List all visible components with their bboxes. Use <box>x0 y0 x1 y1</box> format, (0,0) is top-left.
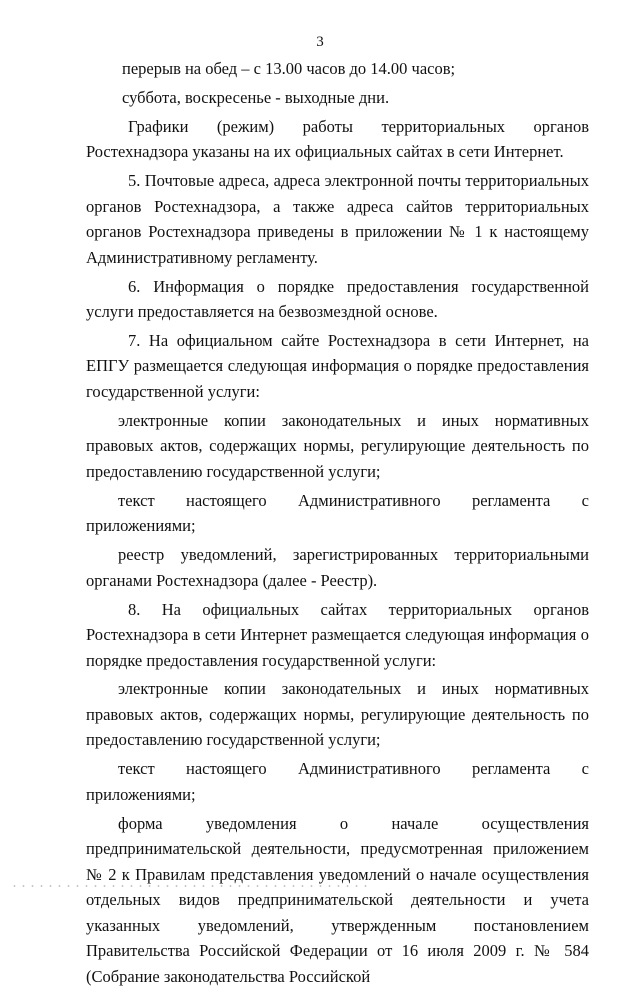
paragraph-item-8-form: форма уведомления о начале осуществления предпринимательской деятельности, предусмотренная приложением № 2 к Правилам представления уведомлений о начале осуществления отдельных видов предпринимательской деятельности и учета указанных уведомлений, утвержденным постановлением Правительства Российской Федерации от 16 июля 2009 г. № 584 (Собрание законодательства Российской <box>86 813 589 986</box>
paragraph-lunch-break: перерыв на обед – с 13.00 часов до 14.00 часов; <box>122 59 456 78</box>
paragraph-item-5: 5. Почтовые адреса, адреса электронной почты территориальных органов Ростехнадзора, а также адреса сайтов территориальных органов Ростехнадзора приведены в приложении № 1 к настоящему Административному регламенту. <box>86 171 589 267</box>
paragraph-item-6: 6. Информация о порядке предоставления государственной услуги предоставляется на безвозмездной основе. <box>86 276 589 322</box>
paragraph-item-8: 8. На официальных сайтах территориальных органов Ростехнадзора в сети Интернет размещается следующая информация о порядке предоставления государственной услуги: <box>86 599 589 670</box>
paragraph-item-8-text: текст настоящего Административного регламента с приложениями; <box>86 759 589 804</box>
paragraph-item-8-copies: электронные копии законодательных и иных нормативных правовых актов, содержащих нормы, регулирующие деятельность по предоставлению государственной услуги; <box>86 679 589 750</box>
paragraph-item-7-text: текст настоящего Административного регламента с приложениями; <box>86 490 589 536</box>
paragraph-item-7-copies: электронные копии законодательных и иных нормативных правовых актов, содержащих нормы, регулирующие деятельность по предоставлению государственной услуги; <box>86 410 589 481</box>
paragraph-item-7-registry: реестр уведомлений, зарегистрированных территориальными органами Ростехнадзора (далее - Реестр). <box>86 545 589 590</box>
paragraph-item-7: 7. На официальном сайте Ростехнадзора в сети Интернет, на ЕПГУ размещается следующая информация о порядке предоставления государственной услуги: <box>86 330 589 401</box>
document-body <box>86 56 589 993</box>
page-number: 3 <box>316 34 324 50</box>
paragraph-weekend: суббота, воскресенье - выходные дни. <box>122 87 390 107</box>
paragraph-schedules: Графики (режим) работы территориальных органов Ростехнадзора указаны на их официальных сайтах в сети Интернет. <box>86 116 589 162</box>
scan-noise <box>10 884 370 888</box>
